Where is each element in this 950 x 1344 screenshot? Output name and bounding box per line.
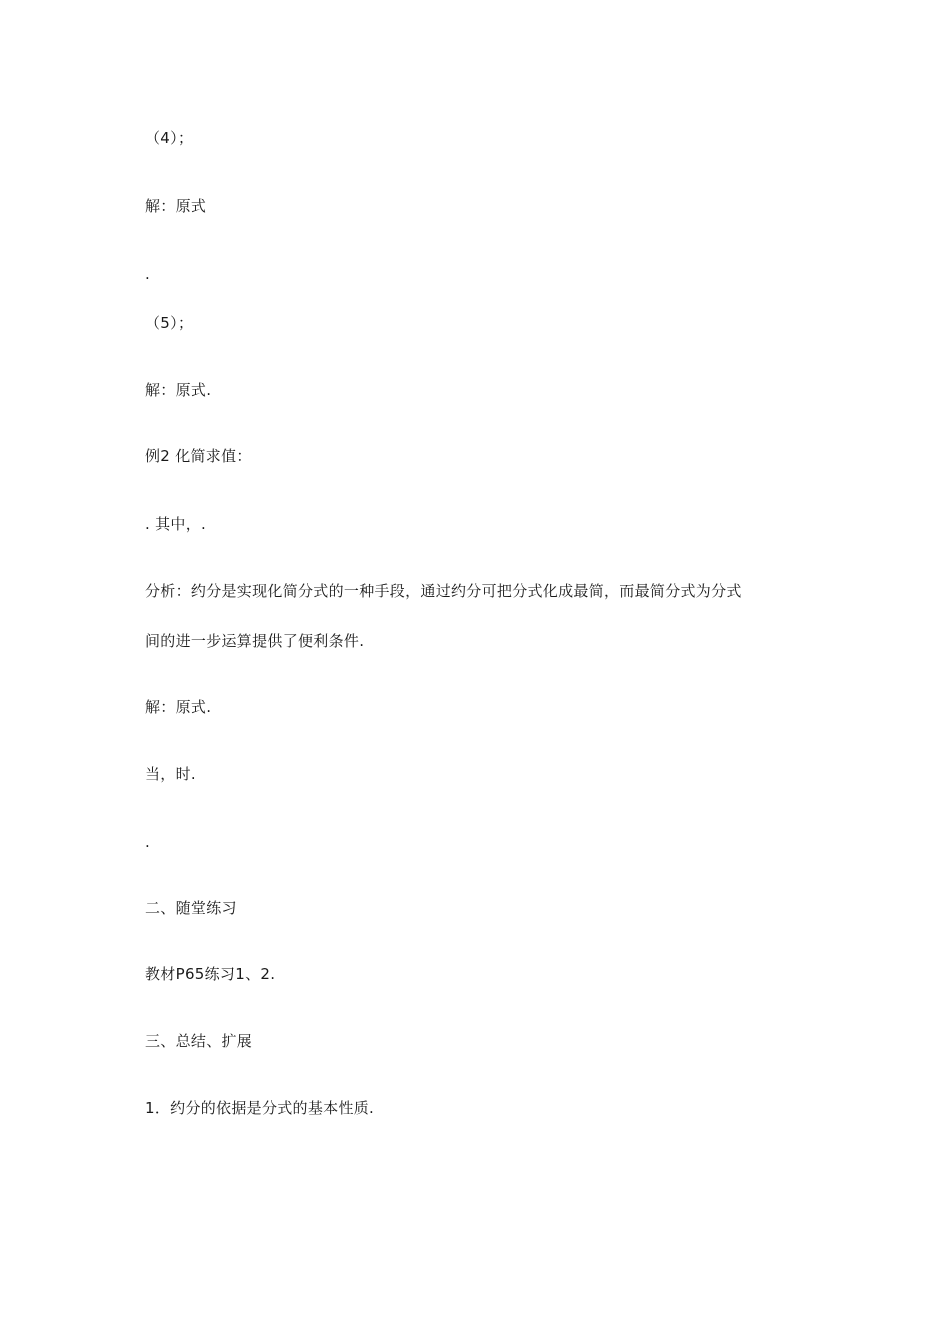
section-heading-summary: 三、总结、扩展: [145, 1032, 253, 1050]
problem-4-label: （4）；: [145, 129, 194, 147]
example-2-heading: 例2 化简求值：: [145, 447, 252, 465]
practice-assignment: 教材P65练习1、2.: [145, 965, 276, 983]
example-2-substitution: 当，时.: [145, 765, 196, 783]
problem-4-result: .: [145, 265, 151, 283]
summary-point-1: 1．约分的依据是分式的基本性质.: [145, 1099, 375, 1117]
problem-5-solution: 解：原式.: [145, 381, 212, 399]
example-2-condition: . 其中，.: [145, 515, 207, 533]
problem-5-label: （5）；: [145, 314, 194, 332]
analysis-paragraph-line-2: 间的进一步运算提供了便利条件.: [145, 632, 365, 650]
section-heading-practice: 二、随堂练习: [145, 899, 237, 917]
example-2-result: .: [145, 833, 151, 851]
analysis-paragraph-line-1: 分析：约分是实现化简分式的一种手段，通过约分可把分式化成最简，而最简分式为分式: [145, 582, 742, 600]
problem-4-solution: 解：原式: [145, 197, 207, 215]
example-2-solution: 解：原式.: [145, 698, 212, 716]
